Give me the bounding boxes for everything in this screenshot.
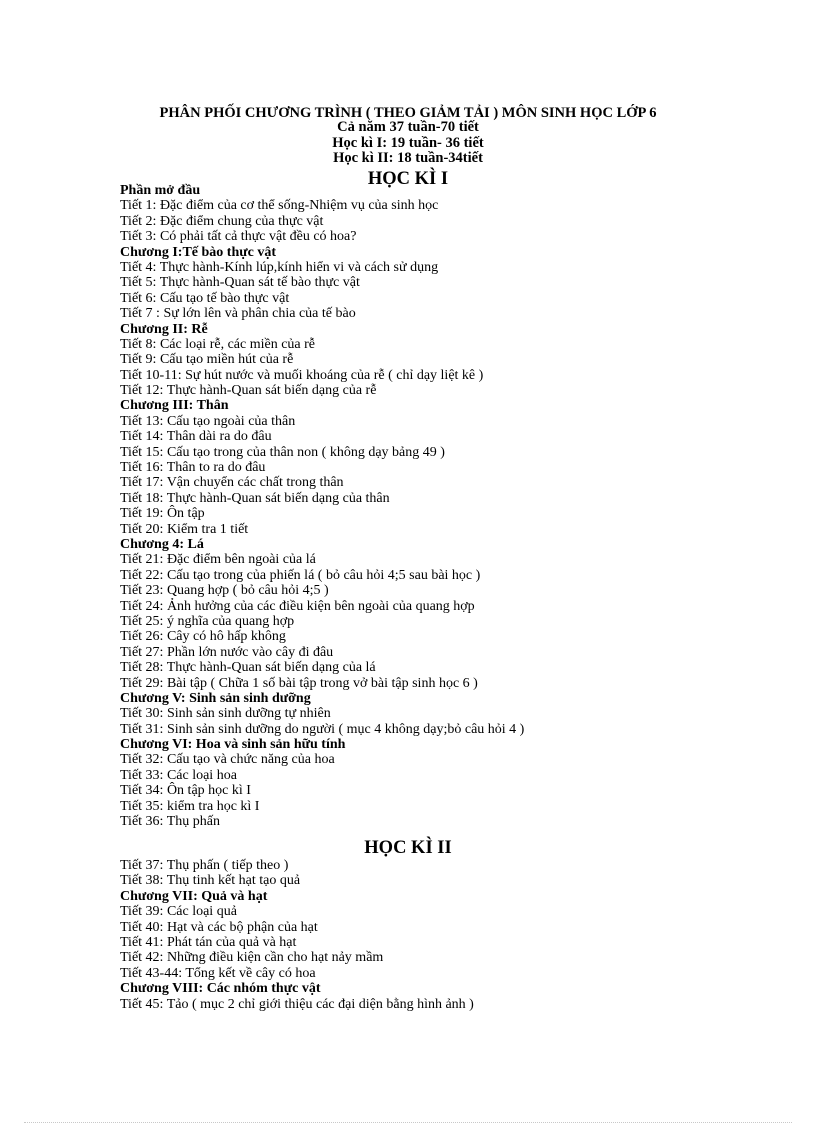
semester1-heading: HỌC KÌ I [367, 169, 449, 189]
lesson-line: Tiết 17: Vận chuyển các chất trong thân [120, 475, 344, 491]
lesson-line: Tiết 35: kiểm tra học kì I [120, 798, 260, 814]
semester2-heading: HỌC KÌ II [364, 838, 452, 858]
semester2-summary: Học kì II: 18 tuần-34tiết [333, 150, 483, 166]
chapter-heading: Chương I:Tế bào thực vật [120, 244, 277, 260]
chapter-heading: Chương VI: Hoa và sinh sản hữu tính [120, 737, 346, 753]
lesson-line: Tiết 20: Kiểm tra 1 tiết [120, 521, 249, 537]
lesson-line: Tiết 36: Thụ phấn [120, 814, 220, 830]
lesson-line: Tiết 34: Ôn tập học kì I [120, 783, 251, 799]
lesson-line: Tiết 15: Cấu tạo trong của thân non ( không dạy bảng 49 ) [120, 444, 445, 460]
lesson-line: Tiết 41: Phát tán của quả và hạt [120, 934, 297, 950]
lesson-line: Tiết 37: Thụ phấn ( tiếp theo ) [120, 858, 289, 873]
lesson-line: Tiết 18: Thực hành-Quan sát biến dạng của thân [120, 490, 390, 506]
lesson-line: Tiết 33: Các loại hoa [120, 767, 237, 783]
chapter-heading: Chương III: Thân [120, 398, 229, 414]
lesson-line: Tiết 30: Sinh sản sinh dưỡng tự nhiên [120, 706, 331, 722]
lesson-line: Tiết 26: Cây có hô hấp không [120, 629, 286, 645]
lesson-line: Tiết 3: Có phải tất cả thực vật đều có hoa? [120, 229, 357, 245]
lesson-line: Tiết 45: Tảo ( mục 2 chỉ giới thiệu các đại diện bằng hình ảnh ) [120, 996, 474, 1012]
lesson-line: Tiết 39: Các loại quả [120, 904, 237, 920]
lesson-line: Tiết 21: Đặc điểm bên ngoài của lá [120, 552, 316, 568]
chapter-heading: Chương 4: Lá [120, 536, 204, 552]
lesson-line: Tiết 28: Thực hành-Quan sát biến dạng của lá [120, 660, 376, 676]
chapter-heading: Chương VIII: Các nhóm thực vật [120, 981, 321, 997]
semester2-section [120, 838, 800, 1012]
chapter-heading: Chương II: Rễ [120, 321, 208, 337]
lesson-line: Tiết 22: Cấu tạo trong của phiến lá ( bỏ câu hỏi 4;5 sau bài học ) [120, 567, 481, 583]
lesson-line: Tiết 13: Cấu tạo ngoài của thân [120, 413, 296, 429]
semester1-list [120, 183, 800, 829]
chapter-heading: Phần mở đầu [120, 183, 201, 198]
year-summary: Cả năm 37 tuần-70 tiết [337, 119, 479, 135]
chapter-heading: Chương V: Sinh sản sinh dưỡng [120, 690, 311, 706]
lesson-line: Tiết 6: Cấu tạo tế bào thực vật [120, 290, 290, 306]
lesson-line: Tiết 8: Các loại rễ, các miền của rễ [120, 336, 316, 352]
lesson-line: Tiết 40: Hạt và các bộ phận của hạt [120, 919, 318, 935]
lesson-line: Tiết 42: Những điều kiện cần cho hạt nảy mầm [120, 950, 384, 966]
lesson-line: Tiết 25: ý nghĩa của quang hợp [120, 613, 295, 629]
lesson-line: Tiết 24: Ảnh hưởng của các điều kiện bên ngoài của quang hợp [120, 598, 475, 614]
lesson-line: Tiết 31: Sinh sản sinh dưỡng do người ( mục 4 không dạy;bỏ câu hỏi 4 ) [120, 721, 525, 737]
lesson-line: Tiết 43-44: Tổng kết về cây có hoa [120, 965, 316, 981]
semester1-summary: Học kì I: 19 tuần- 36 tiết [332, 135, 484, 151]
lesson-line: Tiết 7 : Sự lớn lên và phân chia của tế bào [120, 306, 356, 322]
lesson-line: Tiết 23: Quang hợp ( bỏ câu hỏi 4;5 ) [120, 583, 329, 599]
lesson-line: Tiết 32: Cấu tạo và chức năng của hoa [120, 752, 335, 768]
lesson-line: Tiết 5: Thực hành-Quan sát tế bào thực vật [120, 275, 360, 291]
chapter-heading: Chương VII: Quả và hạt [120, 888, 268, 904]
lesson-line: Tiết 14: Thân dài ra do đâu [120, 429, 272, 445]
lesson-line: Tiết 2: Đặc điểm chung của thực vật [120, 213, 324, 229]
lesson-line: Tiết 1: Đặc điểm của cơ thể sống-Nhiệm vụ của sinh học [120, 198, 439, 214]
lesson-line: Tiết 16: Thân to ra do đâu [120, 460, 266, 476]
lesson-line: Tiết 29: Bài tập ( Chữa 1 số bài tập trong vở bài tập sinh học 6 ) [120, 675, 478, 691]
document-title: PHÂN PHỐI CHƯƠNG TRÌNH ( THEO GIẢM TẢI ) MÔN SINH HỌC LỚP 6 [159, 105, 657, 121]
lesson-line: Tiết 27: Phần lớn nước vào cây đi đâu [120, 644, 334, 660]
lesson-line: Tiết 9: Cấu tạo miền hút của rễ [120, 352, 294, 368]
lesson-line: Tiết 12: Thực hành-Quan sát biến dạng của rễ [120, 383, 377, 399]
semester2-list [120, 858, 800, 1012]
lesson-line: Tiết 38: Thụ tinh kết hạt tạo quả [120, 873, 301, 889]
lesson-line: Tiết 4: Thực hành-Kính lúp,kính hiển vi và cách sử dụng [120, 259, 439, 275]
lesson-line: Tiết 19: Ôn tập [120, 506, 205, 522]
lesson-line: Tiết 10-11: Sự hút nước và muối khoáng của rễ ( chỉ dạy liệt kê ) [120, 367, 484, 383]
